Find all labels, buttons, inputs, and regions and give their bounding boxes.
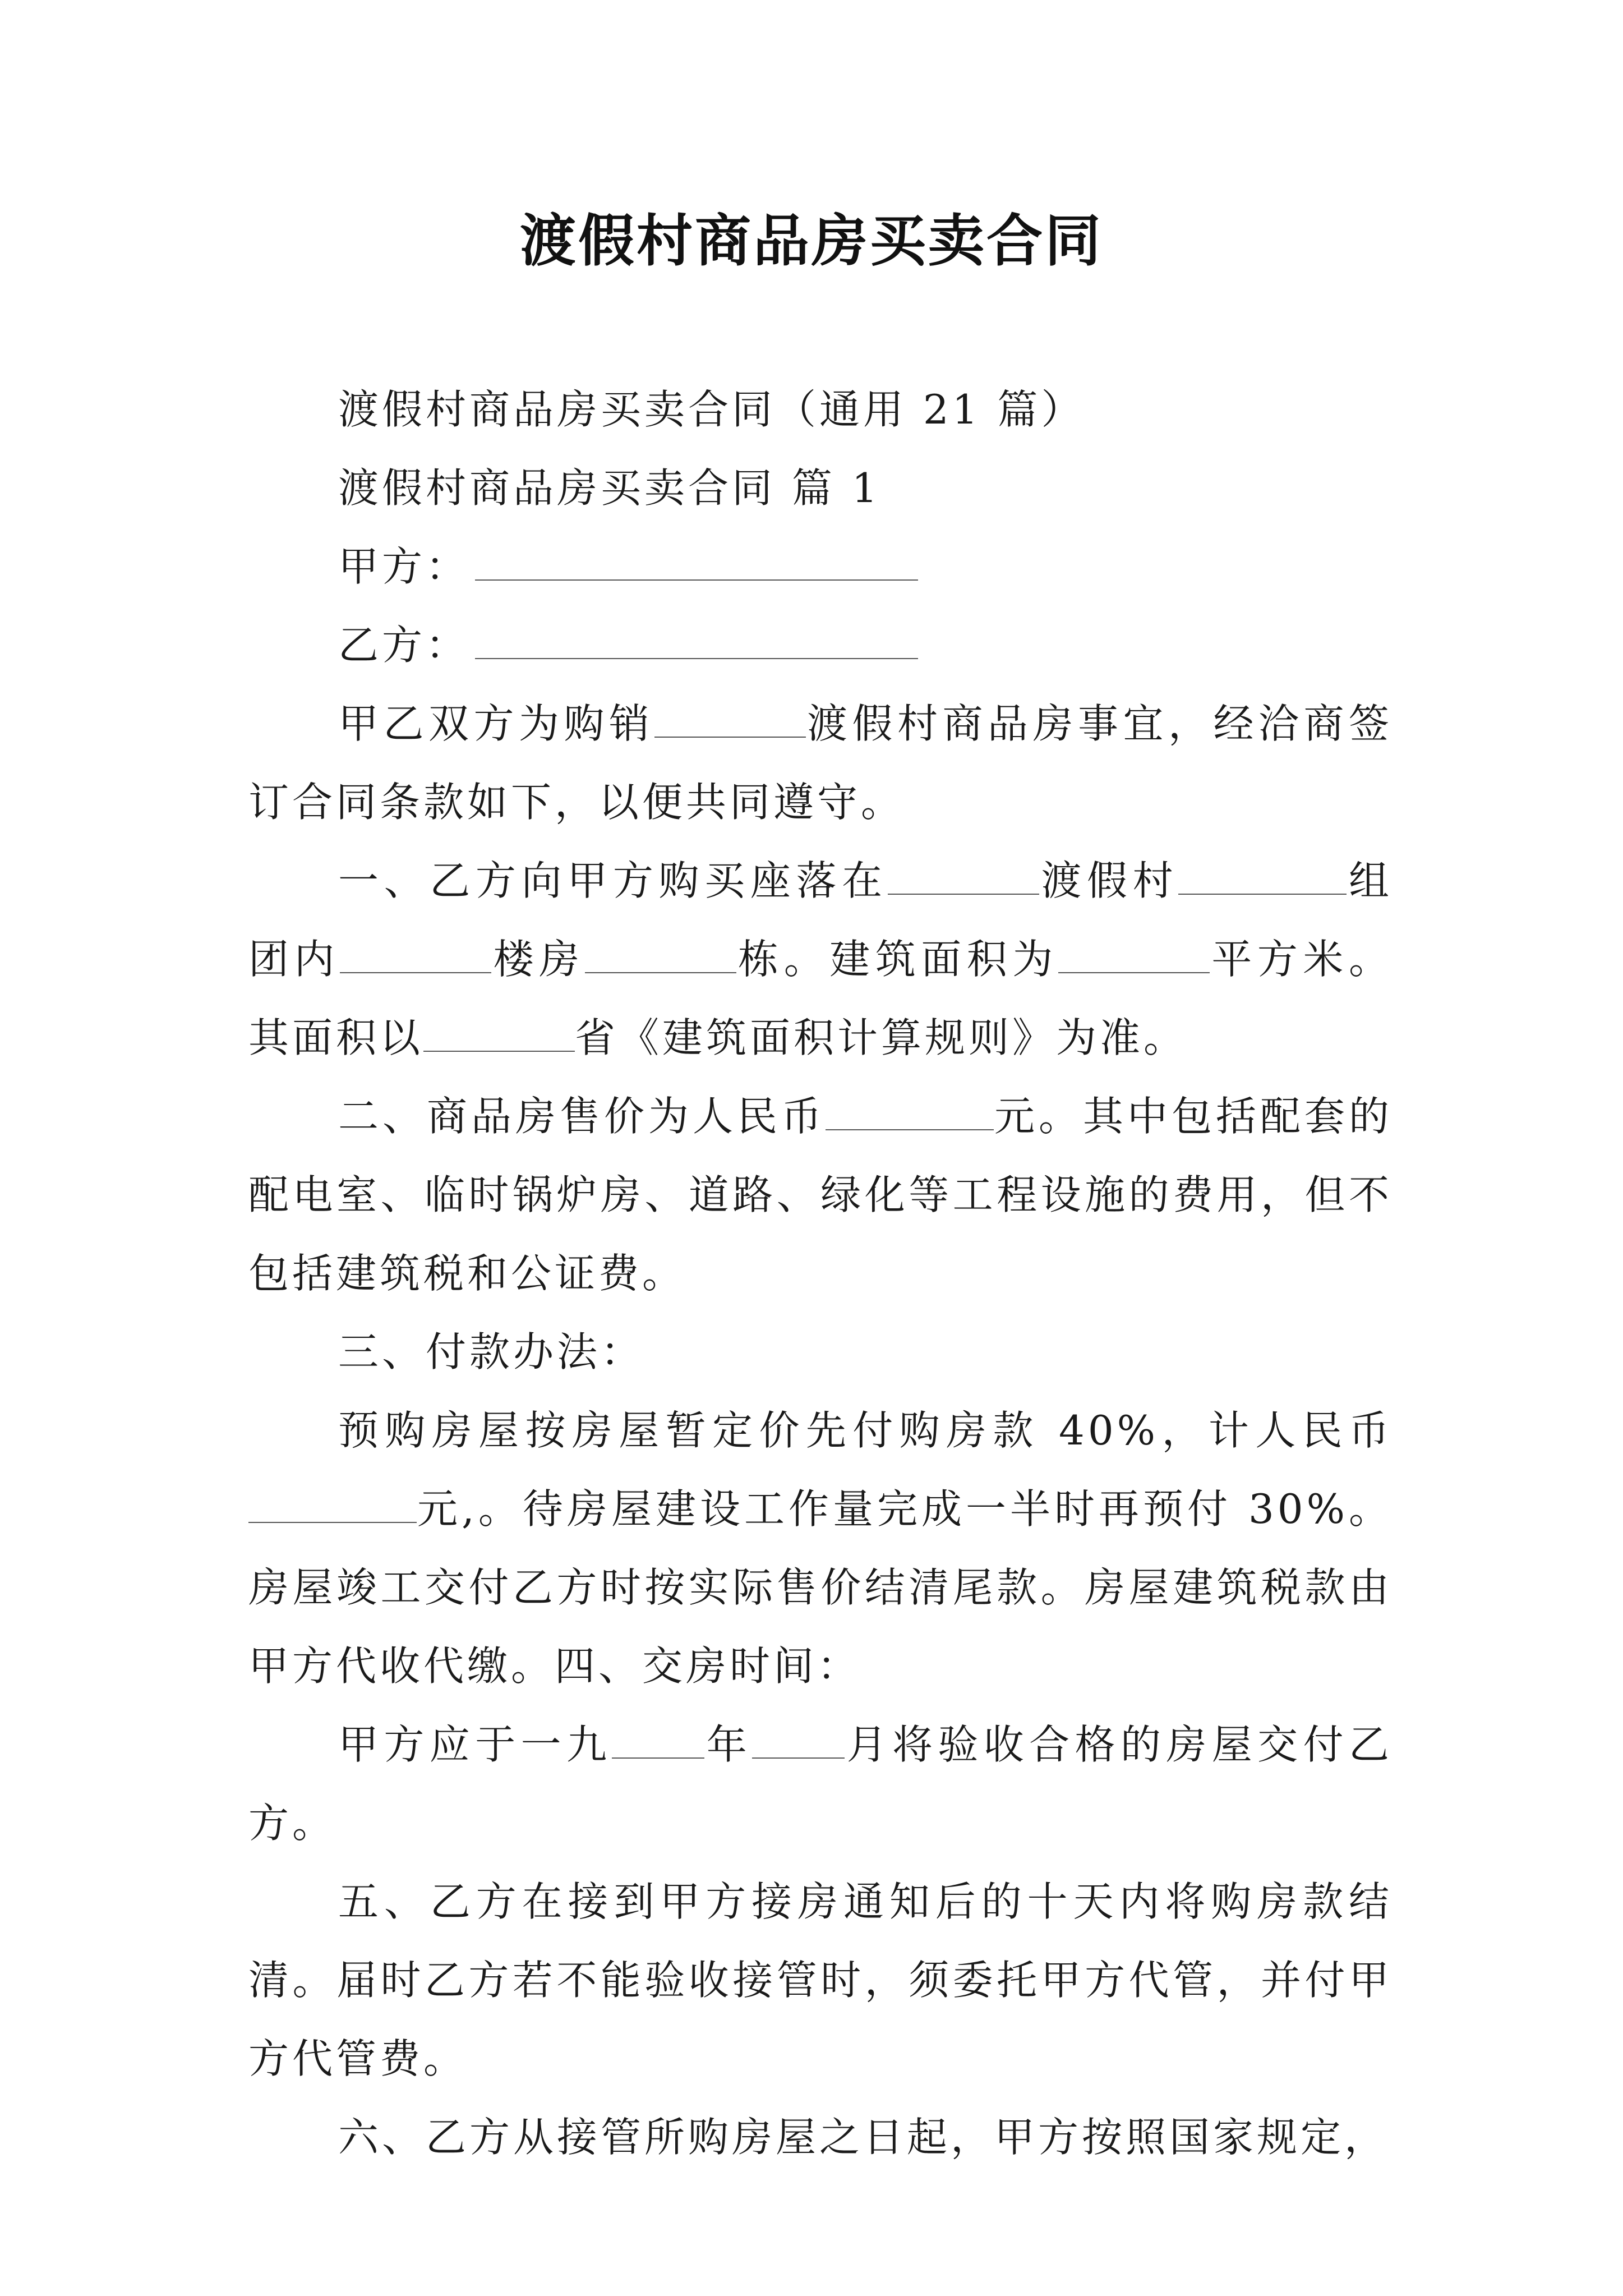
- party-b-blank[interactable]: [475, 624, 918, 659]
- document-body: [248, 370, 1393, 2177]
- clause1-building-blank[interactable]: [340, 938, 491, 973]
- clause-1: 一、乙方向甲方购买座落在 渡假村 组团内 楼房 栋。建筑面积为 平方米。其面积以 省《建筑面积计算规则》为准。: [248, 857, 1393, 1061]
- clause1-province-blank[interactable]: [423, 1017, 575, 1052]
- subtitle: 渡假村商品房买卖合同（通用 21 篇）: [338, 386, 1085, 433]
- party-a-line: [248, 527, 1393, 606]
- clause1-location-blank[interactable]: [888, 860, 1039, 895]
- clause-2: 二、商品房售价为人民币 元。其中包括配套的配电室、临时锅炉房、道路、绿化等工程设施的费用，但不包括建筑税和公证费。: [248, 1093, 1393, 1297]
- clause1-unit-blank[interactable]: [585, 938, 736, 973]
- clause1-area-blank[interactable]: [1058, 938, 1210, 973]
- clause1-group-blank[interactable]: [1178, 860, 1347, 895]
- clause-6: 六、乙方从接管所购房屋之日起，甲方按照国家规定，: [338, 2114, 1389, 2161]
- clause-3: 预购房屋按房屋暂定价先付购房款 40%，计人民币元,。待房屋建设工作量完成一半时再预付 30%。房屋竣工交付乙方时按实际售价结清尾款。房屋建筑税款由甲方代收代缴。四、交房时间：: [248, 1407, 1393, 1690]
- clause4-month-blank[interactable]: [752, 1724, 845, 1759]
- party-a-label: 甲方：: [338, 543, 470, 590]
- intro-paragraph: 甲乙双方为购销 渡假村商品房事宜，经洽商签订合同条款如下，以便共同遵守。: [248, 700, 1393, 826]
- party-b-label: 乙方：: [338, 622, 470, 669]
- intro-blank[interactable]: [654, 703, 806, 738]
- clause-3-heading: 三、付款办法：: [338, 1328, 645, 1375]
- clause-5: 五、乙方在接到甲方接房通知后的十天内将购房款结清。届时乙方若不能验收接管时，须委托甲方代管，并付甲方代管费。: [248, 1878, 1393, 2082]
- section-heading: 渡假村商品房买卖合同 篇 1: [338, 464, 881, 512]
- party-a-blank[interactable]: [475, 546, 918, 581]
- clause-4: 甲方应于一九 年 月将验收合格的房屋交付乙方。: [248, 1721, 1393, 1847]
- clause4-year-blank[interactable]: [612, 1724, 704, 1759]
- clause2-price-blank[interactable]: [826, 1096, 994, 1130]
- clause3-amount-blank[interactable]: [248, 1488, 417, 1523]
- party-b-line: [248, 606, 1393, 684]
- document-title: 渡假村商品房买卖合同: [520, 208, 1103, 274]
